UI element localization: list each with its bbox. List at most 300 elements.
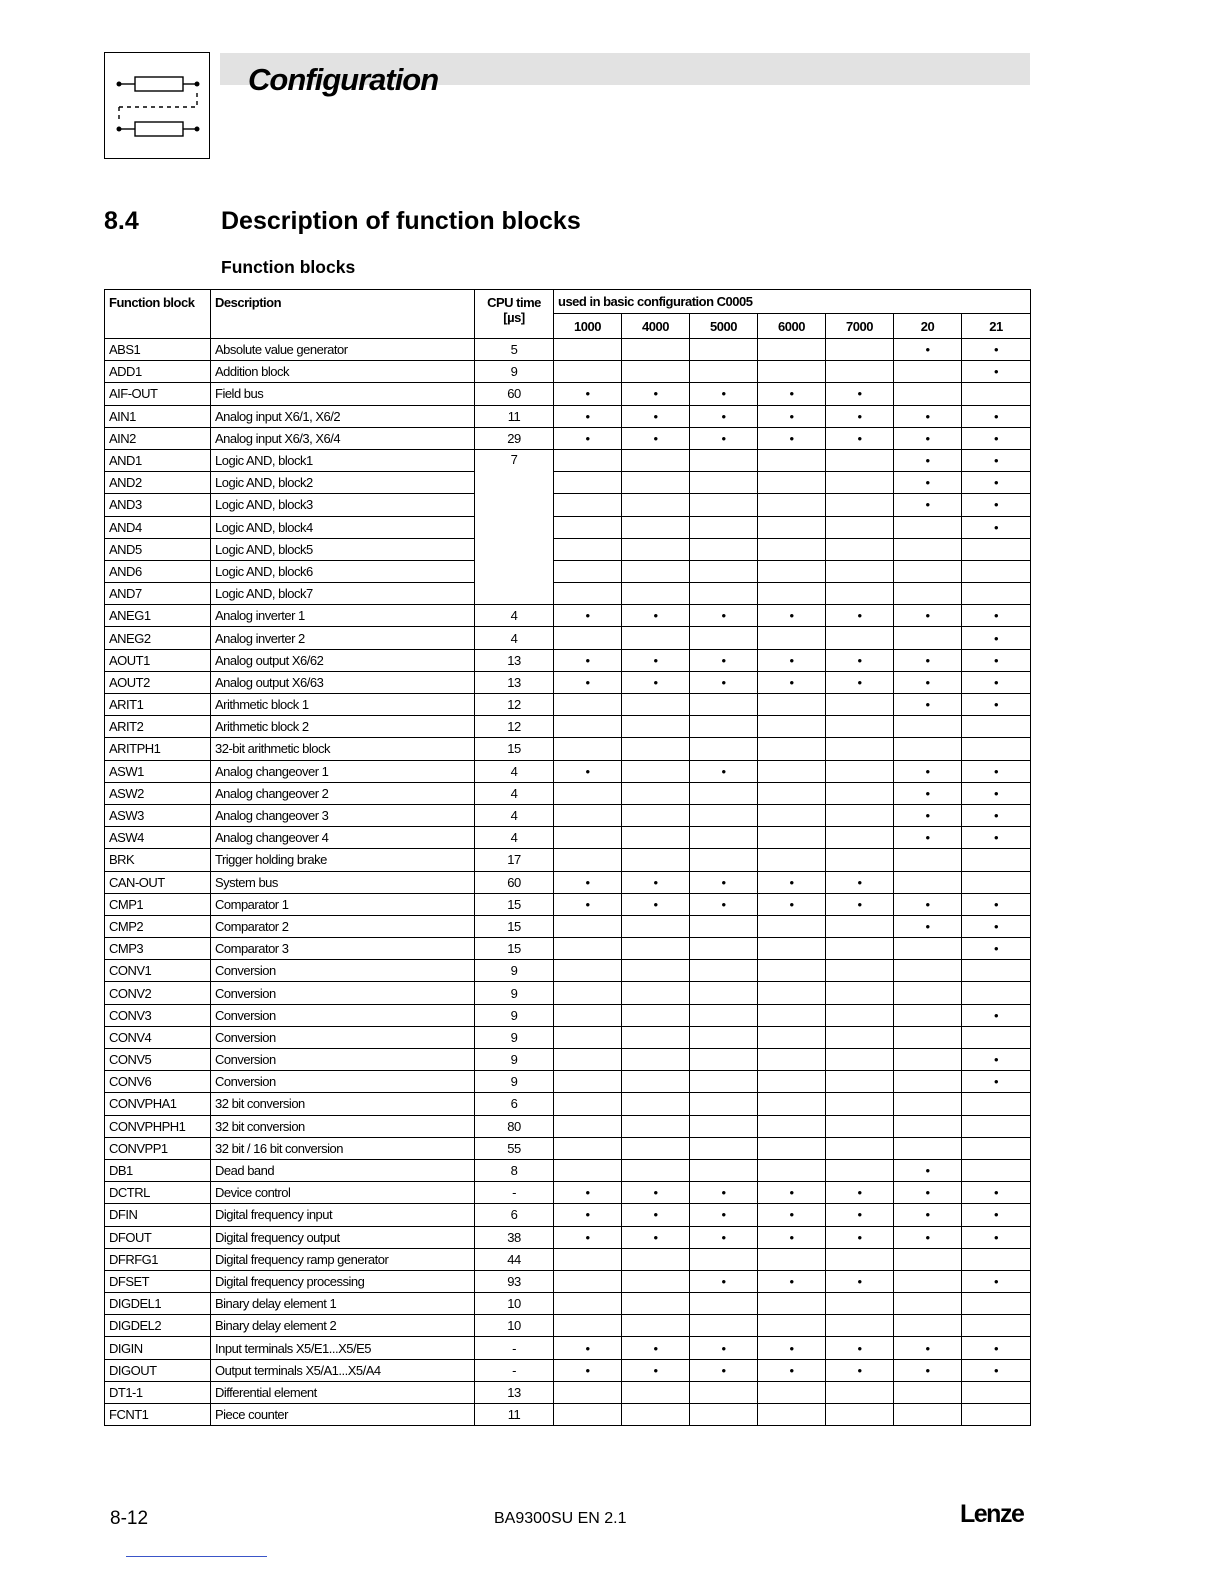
table-row bbox=[105, 915, 1031, 937]
header-config-21: 21 bbox=[962, 314, 1031, 339]
config-usage-cell bbox=[690, 1026, 758, 1048]
config-usage-cell: • bbox=[622, 405, 690, 427]
config-usage-cell bbox=[826, 1404, 894, 1426]
config-usage-cell bbox=[554, 627, 622, 649]
table-row bbox=[105, 583, 1031, 605]
table-row bbox=[105, 938, 1031, 960]
table-row bbox=[105, 1315, 1031, 1337]
config-usage-cell: • bbox=[826, 1359, 894, 1381]
cpu-time-cell: 11 bbox=[475, 1404, 554, 1426]
table-row bbox=[105, 760, 1031, 782]
function-block-cell: BRK bbox=[105, 849, 211, 871]
cpu-time-cell: 9 bbox=[475, 960, 554, 982]
table-row bbox=[105, 1248, 1031, 1270]
config-usage-cell bbox=[894, 1248, 962, 1270]
cpu-time-cell: 15 bbox=[475, 893, 554, 915]
config-usage-cell bbox=[690, 494, 758, 516]
function-block-cell: DCTRL bbox=[105, 1182, 211, 1204]
table-row bbox=[105, 1049, 1031, 1071]
config-usage-cell: • bbox=[826, 405, 894, 427]
config-usage-cell bbox=[622, 1137, 690, 1159]
header-description: Description bbox=[211, 290, 475, 339]
config-usage-cell bbox=[826, 1293, 894, 1315]
config-usage-cell: • bbox=[758, 1204, 826, 1226]
function-block-cell: CONV6 bbox=[105, 1071, 211, 1093]
description-cell: Conversion bbox=[211, 1026, 475, 1048]
config-usage-cell bbox=[826, 960, 894, 982]
table-row bbox=[105, 472, 1031, 494]
config-usage-cell bbox=[554, 1071, 622, 1093]
config-usage-cell bbox=[758, 760, 826, 782]
config-usage-cell bbox=[622, 694, 690, 716]
description-cell: Conversion bbox=[211, 1049, 475, 1071]
config-usage-cell bbox=[962, 1137, 1031, 1159]
config-usage-cell bbox=[622, 1071, 690, 1093]
config-usage-cell: • bbox=[758, 1226, 826, 1248]
config-usage-cell: • bbox=[826, 871, 894, 893]
config-usage-cell bbox=[690, 1404, 758, 1426]
config-usage-cell bbox=[622, 760, 690, 782]
table-row bbox=[105, 516, 1031, 538]
config-usage-cell bbox=[554, 472, 622, 494]
page-number: 8-12 bbox=[110, 1508, 149, 1529]
function-block-cell: AIN2 bbox=[105, 427, 211, 449]
config-usage-cell: • bbox=[622, 1204, 690, 1226]
config-usage-cell bbox=[622, 1315, 690, 1337]
cpu-time-cell: 80 bbox=[475, 1115, 554, 1137]
config-usage-cell bbox=[894, 716, 962, 738]
description-cell: Analog input X6/3, X6/4 bbox=[211, 427, 475, 449]
function-block-cell: ASW4 bbox=[105, 827, 211, 849]
config-usage-cell bbox=[622, 938, 690, 960]
config-usage-cell: • bbox=[826, 671, 894, 693]
description-cell: Analog changeover 2 bbox=[211, 782, 475, 804]
config-usage-cell bbox=[826, 716, 894, 738]
config-usage-cell bbox=[894, 871, 962, 893]
config-usage-cell bbox=[554, 1159, 622, 1181]
configuration-diagram-icon bbox=[104, 52, 210, 159]
config-usage-cell bbox=[758, 938, 826, 960]
config-usage-cell bbox=[894, 583, 962, 605]
config-usage-cell: • bbox=[826, 1204, 894, 1226]
config-usage-cell bbox=[622, 494, 690, 516]
config-usage-cell bbox=[758, 361, 826, 383]
cpu-time-cell: 10 bbox=[475, 1293, 554, 1315]
cpu-time-cell: 9 bbox=[475, 361, 554, 383]
config-usage-cell bbox=[690, 1248, 758, 1270]
config-usage-cell: • bbox=[962, 494, 1031, 516]
header-used-in-config: used in basic configuration C0005 bbox=[554, 290, 1031, 314]
function-block-cell: CONV5 bbox=[105, 1049, 211, 1071]
description-cell: Conversion bbox=[211, 1071, 475, 1093]
config-usage-cell bbox=[826, 1315, 894, 1337]
cpu-time-cell: 6 bbox=[475, 1093, 554, 1115]
config-usage-cell bbox=[622, 738, 690, 760]
function-block-cell: AOUT2 bbox=[105, 671, 211, 693]
config-usage-cell: • bbox=[758, 1182, 826, 1204]
config-usage-cell bbox=[622, 538, 690, 560]
config-usage-cell bbox=[690, 560, 758, 582]
config-usage-cell bbox=[622, 361, 690, 383]
config-usage-cell bbox=[826, 627, 894, 649]
config-usage-cell bbox=[554, 1315, 622, 1337]
config-usage-cell bbox=[826, 560, 894, 582]
cpu-time-cell: 17 bbox=[475, 849, 554, 871]
config-usage-cell: • bbox=[826, 1226, 894, 1248]
config-usage-cell bbox=[962, 871, 1031, 893]
function-block-cell: CONVPHPH1 bbox=[105, 1115, 211, 1137]
config-usage-cell bbox=[622, 849, 690, 871]
table-row bbox=[105, 1004, 1031, 1026]
description-cell: Analog output X6/63 bbox=[211, 671, 475, 693]
config-usage-cell: • bbox=[622, 1337, 690, 1359]
config-usage-cell bbox=[554, 560, 622, 582]
config-usage-cell bbox=[826, 938, 894, 960]
config-usage-cell bbox=[962, 1026, 1031, 1048]
config-usage-cell bbox=[622, 1404, 690, 1426]
config-usage-cell bbox=[826, 1093, 894, 1115]
function-blocks-table bbox=[104, 289, 1031, 1426]
config-usage-cell bbox=[758, 1248, 826, 1270]
function-block-cell: CMP3 bbox=[105, 938, 211, 960]
config-usage-cell bbox=[622, 1004, 690, 1026]
config-usage-cell bbox=[826, 516, 894, 538]
config-usage-cell: • bbox=[690, 383, 758, 405]
config-usage-cell bbox=[554, 1381, 622, 1403]
function-block-cell: DIGDEL2 bbox=[105, 1315, 211, 1337]
config-usage-cell bbox=[554, 583, 622, 605]
config-usage-cell bbox=[758, 782, 826, 804]
cpu-time-cell: 13 bbox=[475, 671, 554, 693]
config-usage-cell bbox=[758, 827, 826, 849]
header-config-20: 20 bbox=[894, 314, 962, 339]
config-usage-cell: • bbox=[622, 1226, 690, 1248]
description-cell: Input terminals X5/E1...X5/E5 bbox=[211, 1337, 475, 1359]
config-usage-cell bbox=[826, 1115, 894, 1137]
config-usage-cell bbox=[758, 804, 826, 826]
description-cell: Differential element bbox=[211, 1381, 475, 1403]
description-cell: Trigger holding brake bbox=[211, 849, 475, 871]
config-usage-cell bbox=[622, 472, 690, 494]
config-usage-cell: • bbox=[554, 649, 622, 671]
cpu-time-cell: 60 bbox=[475, 871, 554, 893]
description-cell: Arithmetic block 1 bbox=[211, 694, 475, 716]
config-usage-cell bbox=[894, 938, 962, 960]
config-usage-cell bbox=[622, 516, 690, 538]
cpu-time-cell: 4 bbox=[475, 782, 554, 804]
config-usage-cell: • bbox=[622, 1182, 690, 1204]
description-cell: Conversion bbox=[211, 960, 475, 982]
config-usage-cell bbox=[962, 583, 1031, 605]
config-usage-cell bbox=[826, 1004, 894, 1026]
function-block-cell: CONV1 bbox=[105, 960, 211, 982]
description-cell: Logic AND, block4 bbox=[211, 516, 475, 538]
section-title: Description of function blocks bbox=[221, 207, 581, 235]
config-usage-cell bbox=[758, 472, 826, 494]
cpu-time-cell: 6 bbox=[475, 1204, 554, 1226]
config-usage-cell: • bbox=[962, 361, 1031, 383]
config-usage-cell: • bbox=[758, 1337, 826, 1359]
table-row bbox=[105, 339, 1031, 361]
function-block-cell: DT1-1 bbox=[105, 1381, 211, 1403]
description-cell: Piece counter bbox=[211, 1404, 475, 1426]
table-row bbox=[105, 627, 1031, 649]
config-usage-cell bbox=[826, 361, 894, 383]
config-usage-cell bbox=[690, 538, 758, 560]
config-usage-cell bbox=[690, 960, 758, 982]
function-block-cell: ASW3 bbox=[105, 804, 211, 826]
function-block-cell: CMP1 bbox=[105, 893, 211, 915]
function-block-cell: CONVPHA1 bbox=[105, 1093, 211, 1115]
config-usage-cell: • bbox=[690, 671, 758, 693]
config-usage-cell bbox=[690, 694, 758, 716]
config-usage-cell bbox=[622, 449, 690, 471]
function-block-cell: DIGIN bbox=[105, 1337, 211, 1359]
config-usage-cell: • bbox=[826, 649, 894, 671]
config-usage-cell bbox=[554, 1248, 622, 1270]
description-cell: Binary delay element 2 bbox=[211, 1315, 475, 1337]
config-usage-cell bbox=[690, 472, 758, 494]
config-usage-cell: • bbox=[690, 605, 758, 627]
config-usage-cell bbox=[758, 1293, 826, 1315]
config-usage-cell bbox=[690, 849, 758, 871]
cpu-time-cell: 11 bbox=[475, 405, 554, 427]
config-usage-cell: • bbox=[894, 804, 962, 826]
config-usage-cell bbox=[758, 516, 826, 538]
config-usage-cell: • bbox=[894, 827, 962, 849]
description-cell: Dead band bbox=[211, 1159, 475, 1181]
config-usage-cell bbox=[690, 827, 758, 849]
description-cell: Logic AND, block3 bbox=[211, 494, 475, 516]
config-usage-cell bbox=[622, 1049, 690, 1071]
config-usage-cell: • bbox=[554, 383, 622, 405]
config-usage-cell: • bbox=[962, 1182, 1031, 1204]
function-block-cell: AIN1 bbox=[105, 405, 211, 427]
config-usage-cell: • bbox=[962, 1359, 1031, 1381]
config-usage-cell: • bbox=[894, 694, 962, 716]
config-usage-cell bbox=[622, 1026, 690, 1048]
description-cell: Digital frequency processing bbox=[211, 1270, 475, 1292]
config-usage-cell: • bbox=[758, 1270, 826, 1292]
header-cpu-time bbox=[475, 290, 554, 339]
config-usage-cell: • bbox=[894, 649, 962, 671]
config-usage-cell: • bbox=[962, 827, 1031, 849]
function-block-cell: AOUT1 bbox=[105, 649, 211, 671]
config-usage-cell bbox=[554, 1404, 622, 1426]
config-usage-cell bbox=[554, 849, 622, 871]
config-usage-cell bbox=[622, 960, 690, 982]
config-usage-cell: • bbox=[690, 1359, 758, 1381]
cpu-time-cell: 4 bbox=[475, 627, 554, 649]
config-usage-cell bbox=[962, 1115, 1031, 1137]
config-usage-cell: • bbox=[894, 760, 962, 782]
config-usage-cell bbox=[894, 1315, 962, 1337]
config-usage-cell bbox=[894, 627, 962, 649]
config-usage-cell bbox=[554, 1093, 622, 1115]
config-usage-cell: • bbox=[894, 782, 962, 804]
config-usage-cell bbox=[622, 1248, 690, 1270]
config-usage-cell: • bbox=[554, 605, 622, 627]
config-usage-cell: • bbox=[894, 893, 962, 915]
config-usage-cell: • bbox=[690, 1182, 758, 1204]
config-usage-cell bbox=[962, 960, 1031, 982]
config-usage-cell bbox=[622, 1270, 690, 1292]
config-usage-cell bbox=[622, 1381, 690, 1403]
config-usage-cell bbox=[758, 960, 826, 982]
table-row bbox=[105, 1204, 1031, 1226]
function-block-cell: AND3 bbox=[105, 494, 211, 516]
config-usage-cell bbox=[894, 1049, 962, 1071]
config-usage-cell bbox=[962, 560, 1031, 582]
cpu-time-cell: 15 bbox=[475, 915, 554, 937]
config-usage-cell bbox=[622, 1159, 690, 1181]
table-row bbox=[105, 782, 1031, 804]
description-cell: Comparator 1 bbox=[211, 893, 475, 915]
config-usage-cell bbox=[758, 449, 826, 471]
config-usage-cell bbox=[826, 915, 894, 937]
config-usage-cell: • bbox=[758, 427, 826, 449]
table-row bbox=[105, 649, 1031, 671]
table-row bbox=[105, 405, 1031, 427]
config-usage-cell bbox=[758, 1315, 826, 1337]
header-config-1000: 1000 bbox=[554, 314, 622, 339]
table-row bbox=[105, 1159, 1031, 1181]
function-block-cell: AND5 bbox=[105, 538, 211, 560]
config-usage-cell bbox=[826, 804, 894, 826]
config-usage-cell: • bbox=[554, 893, 622, 915]
function-block-cell: AND4 bbox=[105, 516, 211, 538]
config-usage-cell bbox=[894, 1137, 962, 1159]
config-usage-cell bbox=[758, 738, 826, 760]
config-usage-cell bbox=[894, 1026, 962, 1048]
config-usage-cell: • bbox=[962, 893, 1031, 915]
config-usage-cell bbox=[690, 1004, 758, 1026]
function-block-cell: CONV2 bbox=[105, 982, 211, 1004]
config-usage-cell: • bbox=[962, 1049, 1031, 1071]
config-usage-cell bbox=[554, 1004, 622, 1026]
config-usage-cell: • bbox=[554, 1182, 622, 1204]
config-usage-cell bbox=[554, 938, 622, 960]
config-usage-cell bbox=[690, 782, 758, 804]
config-usage-cell bbox=[758, 1115, 826, 1137]
config-usage-cell bbox=[554, 1049, 622, 1071]
config-usage-cell bbox=[554, 538, 622, 560]
config-usage-cell bbox=[758, 915, 826, 937]
description-cell: Addition block bbox=[211, 361, 475, 383]
config-usage-cell: • bbox=[758, 1359, 826, 1381]
table-row bbox=[105, 1270, 1031, 1292]
config-usage-cell bbox=[758, 1071, 826, 1093]
config-usage-cell: • bbox=[690, 1226, 758, 1248]
table-row bbox=[105, 982, 1031, 1004]
description-cell: Conversion bbox=[211, 1004, 475, 1026]
config-usage-cell bbox=[826, 1049, 894, 1071]
description-cell: Digital frequency input bbox=[211, 1204, 475, 1226]
function-block-cell: DFSET bbox=[105, 1270, 211, 1292]
description-cell: 32-bit arithmetic block bbox=[211, 738, 475, 760]
config-usage-cell bbox=[690, 339, 758, 361]
table-row bbox=[105, 671, 1031, 693]
function-block-cell: ABS1 bbox=[105, 339, 211, 361]
config-usage-cell bbox=[894, 849, 962, 871]
config-usage-cell: • bbox=[894, 1359, 962, 1381]
cpu-time-cell: 4 bbox=[475, 605, 554, 627]
table-row bbox=[105, 1359, 1031, 1381]
config-usage-cell bbox=[894, 960, 962, 982]
function-block-cell: CONV4 bbox=[105, 1026, 211, 1048]
cpu-time-cell: 9 bbox=[475, 982, 554, 1004]
table-row bbox=[105, 494, 1031, 516]
config-usage-cell: • bbox=[758, 649, 826, 671]
config-usage-cell bbox=[622, 804, 690, 826]
description-cell: Device control bbox=[211, 1182, 475, 1204]
config-usage-cell: • bbox=[894, 1337, 962, 1359]
config-usage-cell: • bbox=[962, 339, 1031, 361]
config-usage-cell bbox=[826, 849, 894, 871]
description-cell: Binary delay element 1 bbox=[211, 1293, 475, 1315]
table-row bbox=[105, 1404, 1031, 1426]
config-usage-cell bbox=[962, 1093, 1031, 1115]
config-usage-cell: • bbox=[622, 383, 690, 405]
config-usage-cell: • bbox=[554, 1337, 622, 1359]
cpu-time-cell: 5 bbox=[475, 339, 554, 361]
function-block-cell: DIGDEL1 bbox=[105, 1293, 211, 1315]
table-row bbox=[105, 694, 1031, 716]
table-row bbox=[105, 1137, 1031, 1159]
cpu-time-cell: 93 bbox=[475, 1270, 554, 1292]
function-block-cell: CAN-OUT bbox=[105, 871, 211, 893]
config-usage-cell bbox=[894, 560, 962, 582]
config-usage-cell: • bbox=[962, 516, 1031, 538]
config-usage-cell bbox=[554, 782, 622, 804]
config-usage-cell: • bbox=[554, 405, 622, 427]
config-usage-cell: • bbox=[690, 760, 758, 782]
config-usage-cell bbox=[894, 361, 962, 383]
config-usage-cell bbox=[826, 538, 894, 560]
config-usage-cell bbox=[758, 1004, 826, 1026]
function-block-cell: ARITPH1 bbox=[105, 738, 211, 760]
config-usage-cell bbox=[554, 339, 622, 361]
function-block-cell: DFOUT bbox=[105, 1226, 211, 1248]
config-usage-cell bbox=[622, 339, 690, 361]
page-link-underline bbox=[126, 1556, 267, 1557]
cpu-time-cell: 55 bbox=[475, 1137, 554, 1159]
config-usage-cell: • bbox=[758, 383, 826, 405]
config-usage-cell bbox=[826, 760, 894, 782]
cpu-time-cell: 4 bbox=[475, 804, 554, 826]
config-usage-cell: • bbox=[894, 494, 962, 516]
cpu-time-unit: [µs] bbox=[503, 310, 525, 325]
description-cell: Analog inverter 1 bbox=[211, 605, 475, 627]
description-cell: Output terminals X5/A1...X5/A4 bbox=[211, 1359, 475, 1381]
config-usage-cell: • bbox=[894, 671, 962, 693]
description-cell: Analog input X6/1, X6/2 bbox=[211, 405, 475, 427]
config-usage-cell: • bbox=[758, 605, 826, 627]
table-row bbox=[105, 1381, 1031, 1403]
config-usage-cell: • bbox=[962, 449, 1031, 471]
config-usage-cell: • bbox=[894, 449, 962, 471]
description-cell: Analog changeover 3 bbox=[211, 804, 475, 826]
config-usage-cell bbox=[826, 782, 894, 804]
function-block-cell: ANEG1 bbox=[105, 605, 211, 627]
description-cell: Analog inverter 2 bbox=[211, 627, 475, 649]
config-usage-cell: • bbox=[894, 405, 962, 427]
config-usage-cell bbox=[826, 694, 894, 716]
table-row bbox=[105, 605, 1031, 627]
table-row bbox=[105, 1071, 1031, 1093]
description-cell: Digital frequency ramp generator bbox=[211, 1248, 475, 1270]
config-usage-cell: • bbox=[554, 760, 622, 782]
